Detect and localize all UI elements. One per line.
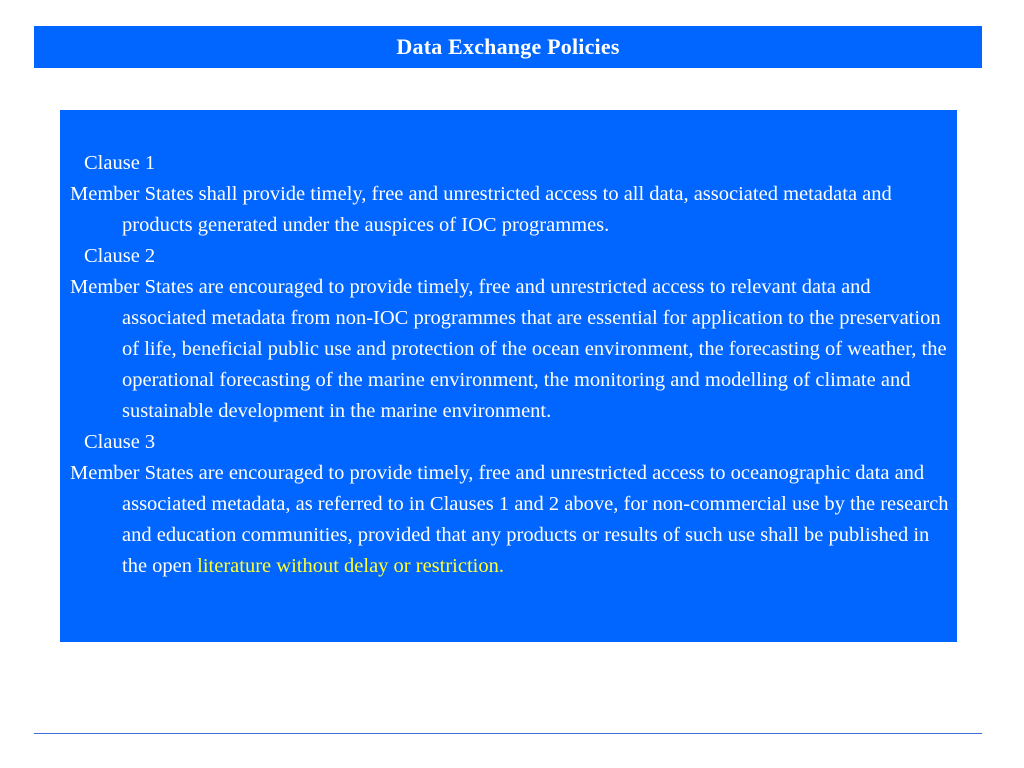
clause-3-label: Clause 3 (84, 431, 156, 453)
clause-3-text-overflow: literature without delay or restriction. (197, 555, 504, 577)
clause-1-text: Member States shall provide timely, free and unrestricted access to all data, associated metadata and products generated under the auspices of IOC programmes. (70, 183, 892, 236)
footer-divider (34, 733, 982, 734)
clause-1-label: Clause 1 (84, 152, 156, 174)
clause-2-label: Clause 2 (84, 245, 156, 267)
clauses-text (70, 148, 955, 582)
slide-title: Data Exchange Policies (396, 34, 620, 59)
clause-2-text: Member States are encouraged to provide timely, free and unrestricted access to relevant data and associated metadata from non-IOC programmes that are essential for application to the preservation of life, beneficial public use and protection of the ocean environment, the forecasting of weather, the operational forecasting of the marine environment, the monitoring and modelling of climate and sustainable development in the marine environment. (70, 276, 947, 422)
clause-3-text (70, 458, 955, 582)
clause-3-text-main: Member States are encouraged to provide timely, free and unrestricted access to oceanographic data and associated metadata, as referred to in Clauses 1 and 2 above, for non-commercial use by the research and education communities, provided that any products or results of such use shall be published in the open (70, 462, 949, 577)
title-bar (34, 26, 982, 68)
